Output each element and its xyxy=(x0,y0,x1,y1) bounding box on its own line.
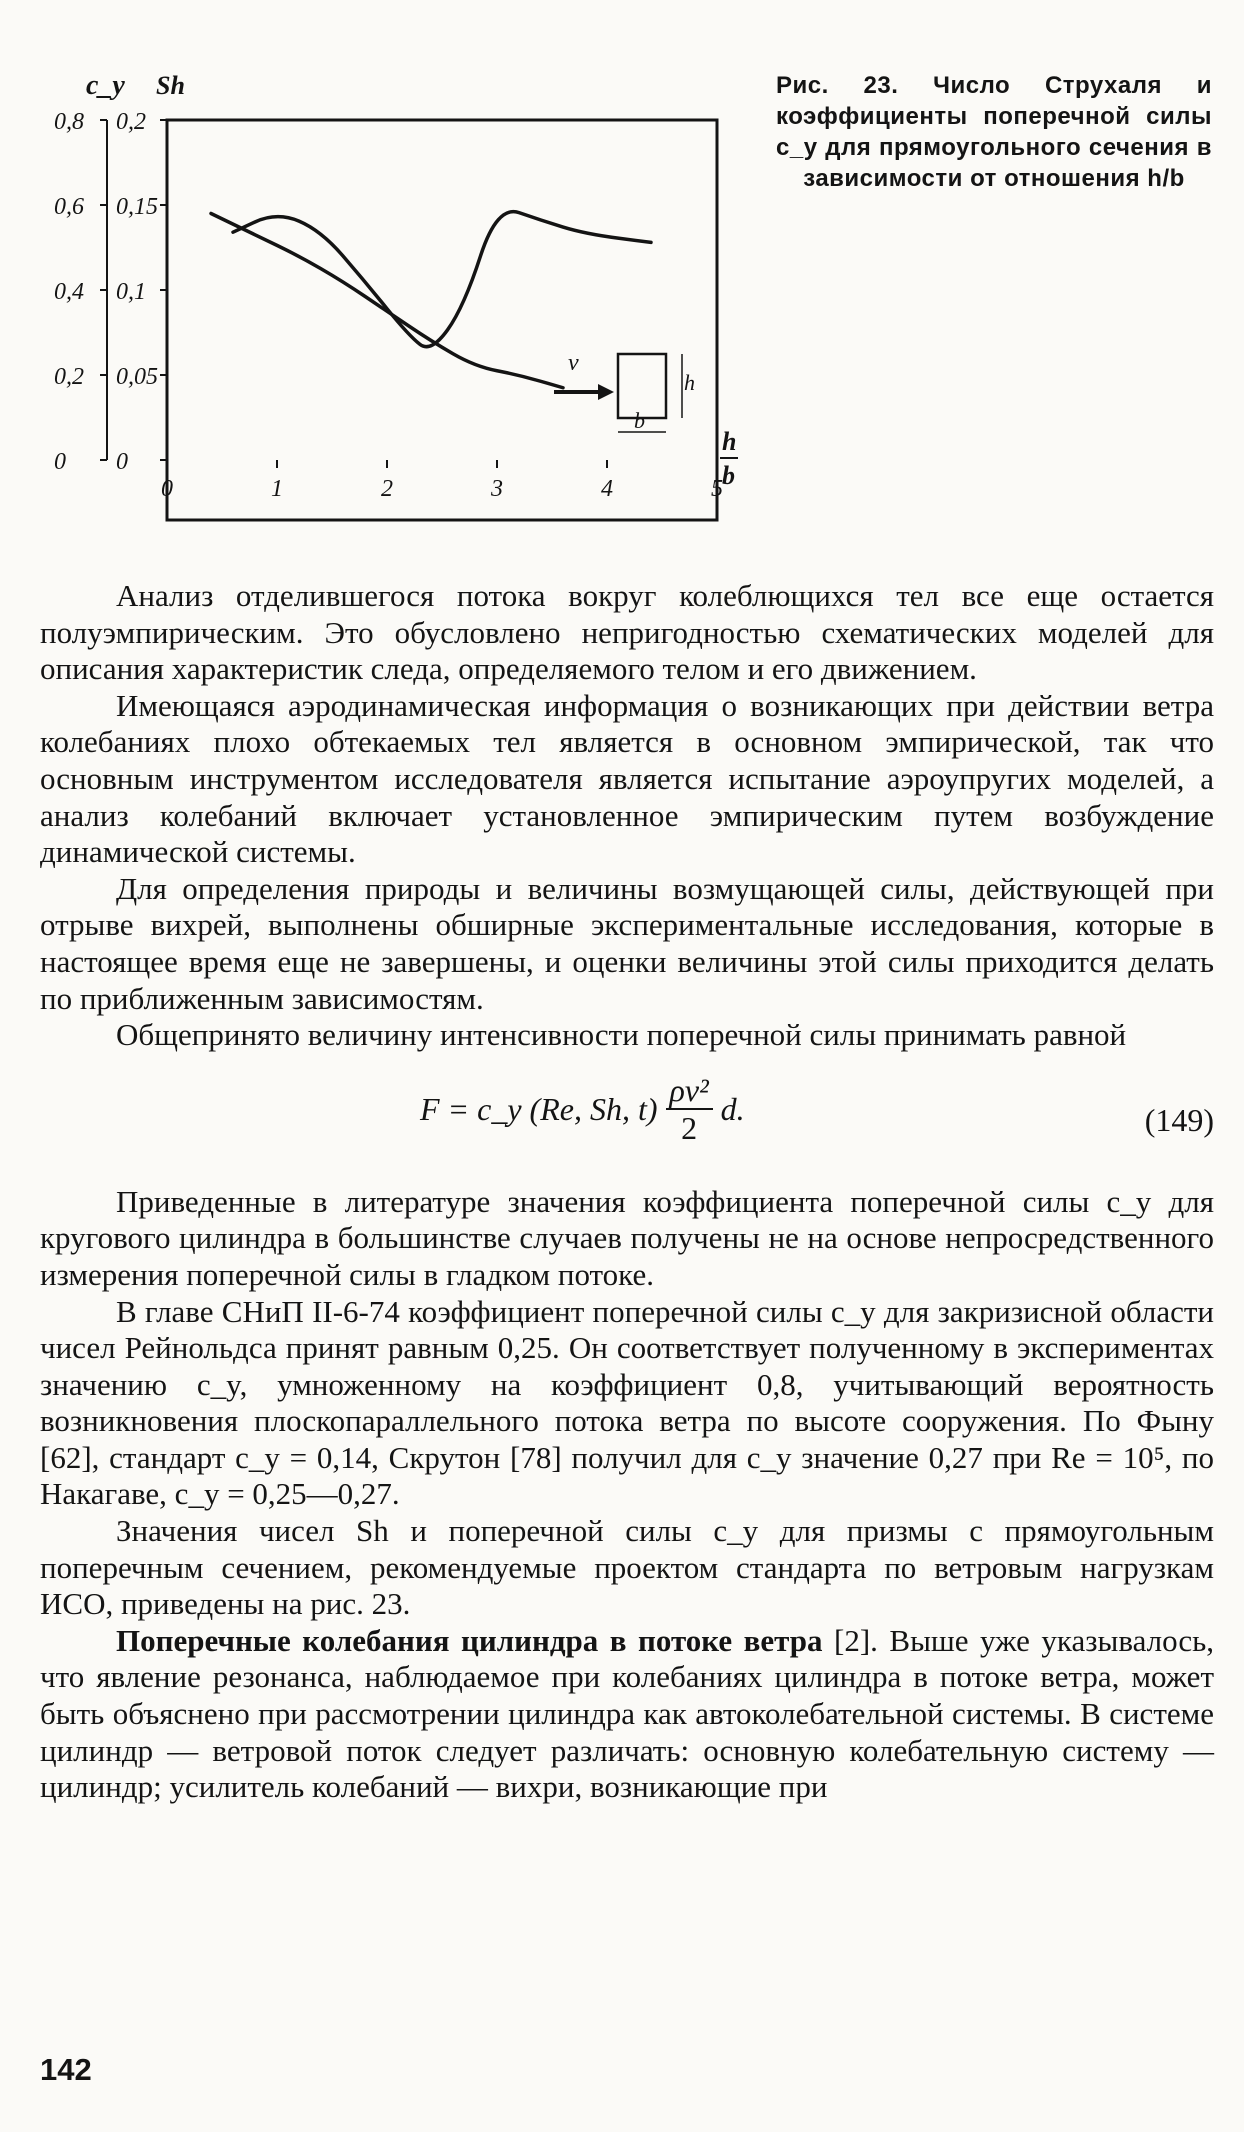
formula-denominator: 2 xyxy=(681,1110,698,1147)
cy-tick-label: 0,2 xyxy=(54,364,84,390)
formula-left: F = c_y (Re, Sh, t) xyxy=(420,1091,658,1128)
x-tick-labels xyxy=(161,460,723,502)
series-group xyxy=(211,212,651,388)
formula-right: d. xyxy=(720,1091,745,1128)
paragraph-5: Приведенные в литературе значения коэффициента поперечной силы c_y для кругового цилиндра в большинстве случаев получены не на основе непросредственного измерения поперечной силы в гладком потоке. xyxy=(40,1183,1214,1292)
formula-number: (149) xyxy=(1144,1101,1214,1138)
x-label-denominator: b xyxy=(722,461,735,490)
sh-tick-label: 0 xyxy=(116,449,128,475)
x-label-numerator: h xyxy=(722,427,737,456)
paragraph-3: Для определения природы и величины возмущающей силы, действующей при отрыве вихрей, выполнены обширные экспериментальные исследования, которые в настоящее время еще не завершены, и оценки величины этой силы приходится делать по приближенным зависимостям. xyxy=(40,870,1214,1016)
inset-arrow-head xyxy=(598,384,614,400)
paragraph-7: Значения чисел Sh и поперечной силы c_y для призмы с прямоугольным поперечным сечением, рекомендуемые проектом стандарта по ветровым нагрузкам ИСО, приведены на рис. 23. xyxy=(40,1513,1214,1622)
paragraph-8 xyxy=(40,1623,1214,1806)
x-tick-label: 4 xyxy=(601,476,613,502)
x-tick-label: 0 xyxy=(161,476,173,502)
inset-height-label: h xyxy=(684,370,695,395)
paragraph-8-text: [2]. Выше уже указывалось, что явление резонанса, наблюдаемое при колебаниях цилиндра в потоке ветра, может быть объяснено при рассмотрении цилиндра как автоколебательной системы. В системе цилиндр — ветровой поток следует различать: основную колебательную систему — цилиндр; усилитель колебаний — вихри, возникающие при xyxy=(40,1622,1214,1805)
body-text xyxy=(40,578,1214,1806)
inset-velocity-label: v xyxy=(568,350,579,376)
series-left-line xyxy=(211,214,563,388)
x-tick-label: 5 xyxy=(711,476,723,502)
inset-diagram xyxy=(554,350,695,433)
cy-tick-label: 0,4 xyxy=(54,279,84,305)
inset-width-label: b xyxy=(634,408,645,433)
paragraph-4: Общепринято величину интенсивности поперечной силы принимать равной xyxy=(116,1017,1127,1053)
series-right-line xyxy=(233,212,651,347)
axis-sh-title: Sh xyxy=(156,71,185,100)
paragraph-2: Имеющаяся аэродинамическая информация о возникающих при действии ветра колебаниях плохо обтекаемых тел является в основном эмпирической, так что основным инструментом исследователя является испытание аэроупругих моделей, а анализ колебаний включает установленное эмпирическим путем возбуждение динамической системы. xyxy=(40,687,1214,870)
page-number: 142 xyxy=(40,2052,92,2087)
sh-tick-label: 0,05 xyxy=(116,364,158,390)
sh-tick-label: 0,1 xyxy=(116,279,146,305)
x-tick-label: 2 xyxy=(381,476,393,502)
section-heading: Поперечные колебания цилиндра в потоке ветра xyxy=(116,1622,823,1658)
cy-tick-labels xyxy=(54,109,107,475)
chart xyxy=(40,60,740,530)
cy-tick-label: 0,6 xyxy=(54,194,84,220)
x-tick-label: 3 xyxy=(491,476,503,502)
cy-tick-label: 0,8 xyxy=(54,109,84,135)
x-tick-label: 1 xyxy=(271,476,283,502)
paragraph-6: В главе СНиП II-6-74 коэффициент поперечной силы c_y для закризисной области чисел Рейнольдса принят равным 0,25. Он соответствует полученному в экспериментах значению c_y, умноженному на коэффициент 0,8, учитывающий вероятность возникновения плоскопараллельного потока ветра по высоте сооружения. По Фыну [62], стандарт c_y = 0,14, Скрутон [78] получил для c_y значение 0,27 при Re = 10⁵, по Накагаве, c_y = 0,25—0,27. xyxy=(40,1293,1214,1512)
formula-numerator: ρv² xyxy=(666,1072,713,1111)
sh-tick-labels xyxy=(116,109,167,475)
cy-tick-label: 0 xyxy=(54,449,66,475)
sh-tick-label: 0,15 xyxy=(116,194,158,220)
formula-149 xyxy=(40,1058,1214,1176)
figure xyxy=(40,60,740,530)
axis-cy-title: c_y xyxy=(86,70,125,101)
formula-fraction xyxy=(666,1072,713,1147)
plot-frame xyxy=(167,120,717,520)
paragraph-1: Анализ отделившегося потока вокруг колеблющихся тел все еще остается полуэмпирическим. Это обусловлено непригодностью схематических моделей для описания характеристик следа, определяемого телом и его движением. xyxy=(40,578,1214,687)
figure-caption: Рис. 23. Число Струхаля и коэффициенты поперечной силы c_y для прямоугольного сечения в зависимости от отношения h/b xyxy=(776,72,1212,192)
sh-tick-label: 0,2 xyxy=(116,109,146,135)
